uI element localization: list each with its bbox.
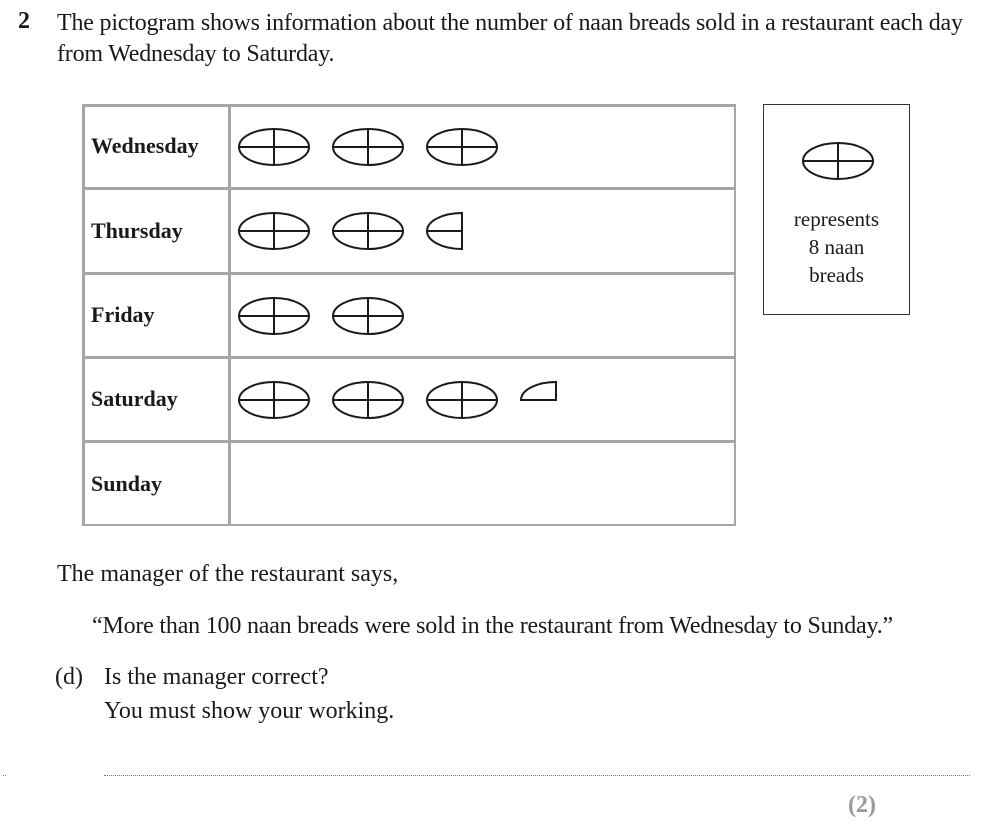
row-saturday <box>82 357 736 441</box>
naan-bread-full-icon <box>237 211 311 251</box>
manager-quote: “More than 100 naan breads were sold in the restaurant from Wednesday to Sunday.” <box>92 613 893 639</box>
key-line: breads <box>809 263 864 287</box>
naan-bread-icon <box>801 141 875 181</box>
day-label: Friday <box>91 301 155 327</box>
key-text <box>764 205 909 289</box>
naan-bread-full-icon <box>237 380 311 420</box>
part-instruction: You must show your working. <box>104 698 395 724</box>
row-friday <box>82 273 736 357</box>
naan-bread-full-icon <box>331 211 405 251</box>
naan-bread-quarter-icon <box>519 380 593 420</box>
key-line: 8 naan <box>808 235 865 259</box>
naan-bread-full-icon <box>331 380 405 420</box>
naan-bread-full-icon <box>425 127 499 167</box>
naan-bread-full-icon <box>237 127 311 167</box>
day-label: Sunday <box>91 470 162 496</box>
part-question: Is the manager correct? <box>104 664 329 690</box>
marks: (2) <box>848 792 876 818</box>
day-label: Saturday <box>91 386 178 412</box>
naan-bread-full-icon <box>331 296 405 336</box>
symbols <box>237 273 717 357</box>
row-thursday <box>82 188 736 272</box>
manager-intro: The manager of the restaurant says, <box>57 561 399 587</box>
day-label: Wednesday <box>91 133 199 159</box>
day-label: Thursday <box>91 217 183 243</box>
question-number: 2 <box>18 8 30 34</box>
row-wednesday <box>82 104 736 188</box>
naan-bread-full-icon <box>425 380 499 420</box>
symbols <box>237 357 717 441</box>
symbols <box>237 442 717 526</box>
part-label: (d) <box>55 664 83 690</box>
question-text: The pictogram shows information about the number of naan breads sold in a restaurant each day from Wednesday to Saturday. <box>57 10 963 67</box>
pictogram-key <box>763 104 910 315</box>
naan-bread-half-icon <box>425 211 499 251</box>
pictogram-table <box>82 104 736 526</box>
symbols <box>237 104 717 188</box>
naan-bread-full-icon <box>237 296 311 336</box>
naan-bread-full-icon <box>331 127 405 167</box>
row-sunday <box>82 442 736 526</box>
key-line: represents <box>793 207 880 231</box>
answer-line-stub <box>3 775 6 776</box>
symbols <box>237 188 717 272</box>
answer-line[interactable] <box>104 775 970 776</box>
